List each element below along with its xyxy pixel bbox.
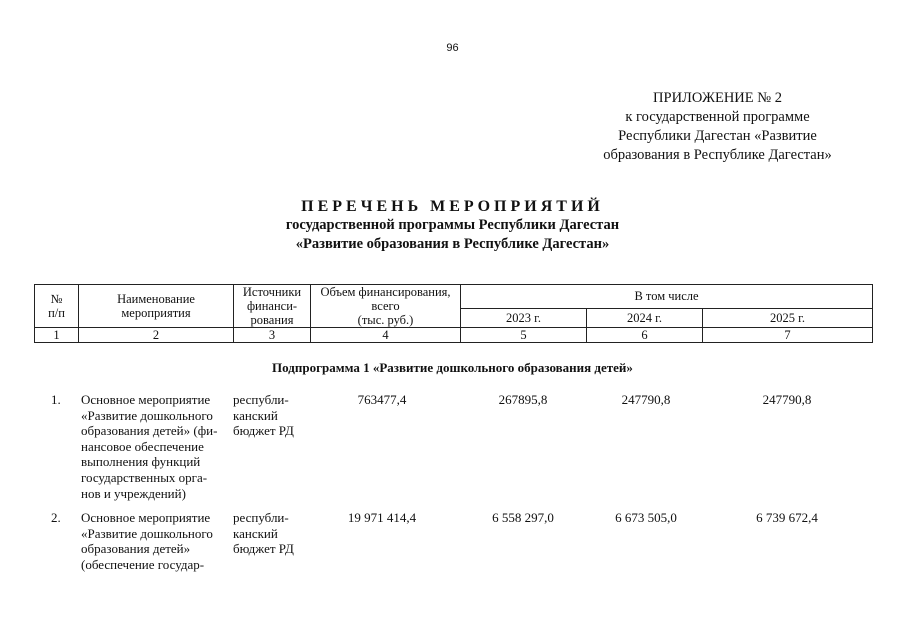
row-name-line: (обеспечение государ- bbox=[81, 556, 205, 572]
row-source-line: республи- bbox=[233, 510, 289, 525]
subprogram-title: Подпрограмма 1 «Развитие дошкольного образования детей» bbox=[272, 360, 633, 375]
row-2025: 247790,8 bbox=[762, 392, 812, 407]
row-name-line: «Развитие дошкольного bbox=[81, 525, 213, 541]
header-total-line: всего bbox=[371, 299, 400, 313]
table-header bbox=[34, 284, 873, 343]
title-line-2: государственной программы Республики Дагестан bbox=[285, 217, 620, 233]
row-2023: 267895,8 bbox=[498, 392, 548, 407]
row-name-line: образования детей» bbox=[81, 541, 191, 557]
header-year-2024: 2024 г. bbox=[587, 308, 703, 327]
row-source-line: бюджет РД bbox=[233, 423, 294, 439]
row-2023: 6 558 297,0 bbox=[492, 510, 554, 525]
header-source-line: Источники bbox=[242, 285, 302, 299]
appendix-header bbox=[585, 89, 850, 165]
row-name-line: выполнения функций bbox=[81, 454, 201, 470]
row-number: 1. bbox=[51, 392, 61, 407]
col-number: 3 bbox=[234, 328, 311, 343]
row-name-line: «Развитие дошкольного bbox=[81, 407, 213, 423]
row-total: 19 971 414,4 bbox=[347, 510, 417, 525]
header-total-line: (тыс. руб.) bbox=[357, 313, 414, 327]
row-name-line: государственных орга- bbox=[81, 469, 208, 485]
row-source-line: канский bbox=[233, 525, 278, 541]
header-name-line: мероприятия bbox=[121, 306, 191, 320]
row-name bbox=[81, 510, 226, 572]
row-name-line: образования детей» (фи- bbox=[81, 423, 218, 439]
row-name-line: нов и учреждений) bbox=[81, 485, 186, 501]
row-name-line: Основное мероприятие bbox=[81, 510, 211, 525]
row-name-line: Основное мероприятие bbox=[81, 392, 211, 407]
header-source-line: финанси- bbox=[246, 299, 298, 313]
col-number: 4 bbox=[311, 328, 461, 343]
page-number: 96 bbox=[446, 42, 459, 54]
row-2024: 247790,8 bbox=[621, 392, 671, 407]
row-number: 2. bbox=[51, 510, 61, 525]
col-number: 5 bbox=[461, 328, 587, 343]
document-title bbox=[0, 197, 905, 254]
header-name bbox=[79, 285, 234, 328]
header-total-line: Объем финансирования, bbox=[320, 285, 451, 299]
header-name-line: Наименование bbox=[117, 292, 195, 306]
header-num bbox=[35, 285, 79, 328]
col-number: 6 bbox=[587, 328, 703, 343]
row-2025: 6 739 672,4 bbox=[756, 510, 818, 525]
col-number: 2 bbox=[79, 328, 234, 343]
header-source-line: рования bbox=[250, 313, 294, 327]
row-source bbox=[233, 392, 303, 439]
header-year-2025: 2025 г. bbox=[703, 308, 873, 327]
header-total bbox=[311, 285, 461, 328]
appendix-line: Республики Дагестан «Развитие bbox=[618, 128, 817, 144]
row-source-line: бюджет РД bbox=[233, 541, 294, 557]
col-number: 1 bbox=[35, 328, 79, 343]
appendix-line: ПРИЛОЖЕНИЕ № 2 bbox=[653, 90, 782, 106]
title-main: ПЕРЕЧЕНЬ МЕРОПРИЯТИЙ bbox=[301, 198, 604, 215]
row-total: 763477,4 bbox=[357, 392, 407, 407]
appendix-line: образования в Республике Дагестан» bbox=[603, 147, 832, 163]
row-source-line: канский bbox=[233, 407, 278, 423]
row-source-line: республи- bbox=[233, 392, 289, 407]
appendix-line: к государственной программе bbox=[625, 109, 810, 125]
row-name-line: нансовое обеспечение bbox=[81, 438, 204, 454]
header-num-line: № bbox=[50, 292, 63, 306]
row-source bbox=[233, 510, 303, 557]
header-year-2023: 2023 г. bbox=[461, 308, 587, 327]
row-2024: 6 673 505,0 bbox=[615, 510, 677, 525]
col-number: 7 bbox=[703, 328, 873, 343]
header-including: В том числе bbox=[461, 285, 873, 309]
row-name bbox=[81, 392, 226, 501]
header-source bbox=[234, 285, 311, 328]
header-num-line: п/п bbox=[48, 306, 65, 320]
title-line-3: «Развитие образования в Республике Дагестан» bbox=[295, 236, 610, 252]
